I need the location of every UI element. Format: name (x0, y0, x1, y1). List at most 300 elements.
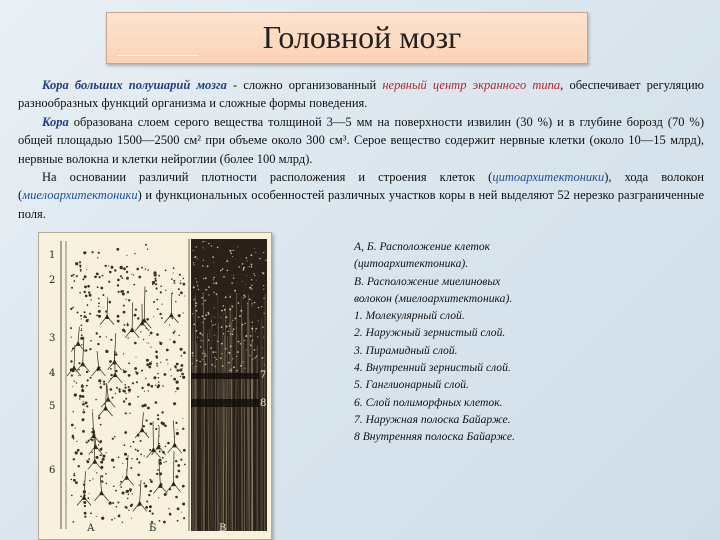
neuron-cell (70, 360, 72, 362)
neuron-cell (79, 395, 82, 398)
myelin-speckle (204, 356, 205, 357)
paragraph-3-text-c: ) и функциональных особенностей различных участков коры в ней выделяют 52 нерезко разграниченные поля. (18, 188, 704, 221)
neuron-cell (162, 385, 164, 387)
neuron-cell (82, 418, 85, 421)
neuron-cell (140, 276, 141, 277)
neuron-cell (144, 485, 147, 488)
neuron-cell (73, 411, 74, 412)
myelin-speckle (253, 273, 254, 274)
myelin-speckle (202, 334, 203, 335)
neuron-cell (124, 330, 126, 332)
neuron-cell (139, 485, 140, 486)
neuron-cell (157, 308, 159, 310)
neuron-cell (164, 462, 165, 463)
neuron-cell (115, 490, 117, 492)
myelin-speckle (210, 347, 212, 349)
neuron-cell (183, 312, 184, 313)
myelin-speckle (226, 320, 227, 321)
neuron-cell (173, 280, 175, 282)
myelin-speckle (211, 364, 213, 366)
column-label-b: Б (149, 523, 157, 534)
neuron-cell (96, 273, 99, 276)
myelin-speckle (196, 330, 198, 332)
neuron-cell (101, 447, 102, 448)
neuron-cell (79, 292, 81, 294)
neuron-cell (127, 291, 129, 293)
neuron-cell (158, 384, 161, 387)
baillarger-stripe (191, 399, 259, 407)
neuron-cell (112, 438, 114, 440)
neuron-cell (70, 308, 72, 310)
myelin-speckle (251, 303, 252, 304)
neuron-cell (124, 453, 127, 456)
myelin-speckle (202, 340, 203, 341)
neuron-cell (120, 290, 123, 293)
neuron-cell (98, 302, 100, 304)
neuron-cell (110, 339, 112, 341)
neuron-cell (157, 418, 159, 420)
myelin-speckle (249, 266, 250, 267)
term-kora: Кора (42, 114, 69, 129)
neuron-cell (178, 470, 181, 473)
neuron-cell (170, 339, 171, 340)
myelin-speckle (221, 326, 223, 328)
myelin-speckle (230, 333, 231, 334)
myelin-speckle (261, 306, 262, 307)
neuron-cell (125, 506, 127, 508)
neuron-cell (128, 374, 131, 377)
legend-line: 2. Наружный зернистый слой. (354, 326, 506, 340)
neuron-cell (147, 407, 150, 410)
legend-line: 3. Пирамидный слой. (354, 343, 458, 357)
myelin-speckle (239, 266, 240, 267)
myelin-speckle (223, 276, 225, 278)
myelin-speckle (193, 264, 194, 265)
neuron-cell (90, 377, 92, 379)
neuron-cell (150, 490, 152, 492)
neuron-cell (97, 257, 98, 258)
myelin-speckle (193, 286, 195, 288)
neuron-cell (92, 478, 93, 479)
neuron-cell (133, 441, 135, 443)
neuron-cell (175, 422, 177, 424)
neuron-cell (89, 493, 90, 494)
myelin-speckle (237, 351, 239, 353)
neuron-cell (135, 449, 137, 451)
myelin-speckle (230, 296, 231, 297)
neuron-cell (141, 387, 143, 389)
myelin-speckle (249, 299, 251, 301)
neuron-cell (72, 436, 75, 439)
myelin-speckle (240, 343, 242, 345)
myelin-speckle (223, 333, 224, 334)
neuron-cell (136, 458, 138, 460)
neuron-cell (80, 452, 83, 455)
neuron-cell (184, 296, 185, 297)
neuron-cell (180, 282, 182, 284)
neuron-cell (159, 520, 161, 522)
pyramidal-neuron (95, 475, 109, 501)
paragraph-1 (18, 76, 704, 113)
baillarger-stripe (191, 373, 259, 379)
neuron-cell (176, 387, 179, 390)
neuron-cell (99, 276, 101, 278)
pyramidal-neuron (92, 351, 106, 376)
neuron-cell (117, 502, 119, 504)
myelin-speckle (255, 252, 256, 253)
myelin-speckle (226, 326, 228, 328)
myelin-speckle (242, 263, 244, 265)
neuron-cell (96, 456, 99, 459)
neuron-cell (87, 379, 89, 381)
neuron-cell (177, 464, 180, 467)
neuron-cell (179, 369, 182, 372)
myelin-speckle (204, 300, 206, 302)
neuron-cell (153, 316, 154, 317)
neuron-cell (95, 399, 97, 401)
neuron-cell (78, 362, 80, 364)
neuron-cell (71, 374, 73, 376)
myelin-speckle (196, 360, 198, 362)
neuron-cell (128, 299, 130, 301)
pyramidal-neuron (168, 421, 182, 453)
neuron-cell (117, 284, 119, 286)
myelin-speckle (230, 370, 231, 371)
neuron-cell (89, 480, 90, 481)
neuron-cell (116, 352, 117, 353)
neuron-cell (171, 278, 173, 280)
neuron-cell (123, 370, 126, 373)
neuron-cell (122, 477, 123, 478)
neuron-cell (110, 374, 112, 376)
neuron-cell (88, 497, 90, 499)
neuron-cell (102, 458, 105, 461)
neuron-cell (155, 401, 158, 404)
myelin-speckle (229, 250, 231, 252)
myelin-speckle (222, 305, 224, 307)
neuron-cell (74, 473, 75, 474)
myelin-speckle (213, 277, 215, 279)
myelin-speckle (212, 256, 214, 258)
neuron-cell (128, 403, 131, 406)
neuron-cell (88, 291, 90, 293)
neuron-cell (154, 274, 157, 277)
neuron-cell (112, 502, 114, 504)
neuron-cell (158, 275, 160, 277)
myelin-speckle (208, 294, 209, 295)
neuron-cell (76, 275, 78, 277)
myelin-speckle (251, 279, 252, 280)
myelin-speckle (203, 260, 204, 261)
neuron-cell (110, 368, 112, 370)
neuron-cell (129, 413, 130, 414)
myelin-speckle (196, 310, 198, 312)
neuron-cell (110, 388, 113, 391)
neuron-cell (126, 255, 127, 256)
neuron-cell (154, 278, 156, 280)
neuron-cell (130, 446, 132, 448)
neuron-cell (159, 342, 162, 345)
neuron-cell (89, 294, 92, 297)
myelin-speckle (193, 324, 195, 326)
neuron-cell (162, 304, 163, 305)
neuron-cell (117, 279, 120, 282)
myelin-speckle (200, 346, 201, 347)
myelin-speckle (243, 269, 244, 270)
neuron-cell (81, 328, 82, 329)
neuron-cell (182, 418, 183, 419)
neuron-cell (155, 355, 158, 358)
neuron-cell (168, 508, 169, 509)
neuron-cell (175, 403, 177, 405)
myelin-speckle (202, 241, 203, 242)
neuron-cell (98, 310, 101, 313)
neuron-cell (84, 275, 87, 278)
neuron-cell (150, 423, 153, 426)
neuron-cell (80, 271, 81, 272)
myelin-speckle (263, 285, 264, 286)
neuron-cell (73, 458, 75, 460)
myelin-speckle (256, 356, 257, 357)
neuron-cell (175, 475, 178, 478)
neuron-cell (182, 368, 183, 369)
myelin-speckle (225, 348, 227, 350)
neuron-cell (105, 473, 107, 475)
neuron-cell (126, 271, 128, 273)
neuron-cell (112, 397, 114, 399)
neuron-cell (85, 441, 87, 443)
neuron-cell (96, 332, 98, 334)
myelin-speckle (208, 286, 210, 288)
neuron-cell (102, 294, 104, 296)
neuron-cell (100, 424, 102, 426)
myelin-speckle (217, 247, 219, 249)
neuron-cell (175, 301, 176, 302)
neuron-cell (166, 349, 169, 352)
neuron-cell (71, 479, 73, 481)
neuron-cell (73, 274, 75, 276)
neuron-cell (156, 287, 158, 289)
myelin-speckle (229, 370, 230, 371)
myelin-speckle (213, 283, 214, 284)
neuron-cell (91, 299, 92, 300)
neuron-cell (146, 363, 149, 366)
neuron-cell (82, 403, 85, 406)
neuron-cell (181, 512, 182, 513)
myelin-speckle (205, 363, 207, 365)
neuron-cell (115, 353, 118, 356)
legend-line: 6. Слой полиморфных клеток. (354, 395, 503, 409)
myelin-speckle (247, 303, 248, 304)
neuron-cell (140, 331, 141, 332)
neuron-cell (143, 339, 144, 340)
neuron-cell (144, 404, 147, 407)
neuron-cell (155, 280, 157, 282)
neuron-cell (132, 493, 133, 494)
neuron-cell (181, 355, 183, 357)
neuron-cell (132, 382, 134, 384)
neuron-cell (148, 366, 151, 369)
neuron-cell (74, 280, 76, 282)
neuron-cell (176, 363, 179, 366)
neuron-cell (160, 291, 162, 293)
neuron-cell (78, 375, 79, 376)
myelin-speckle (202, 316, 204, 318)
neuron-cell (134, 367, 137, 370)
neuron-cell (127, 337, 128, 338)
myelin-speckle (263, 289, 264, 290)
layer-number-2: 2 (49, 275, 56, 286)
neuron-cell (149, 510, 151, 512)
pyramidal-neuron (135, 304, 149, 331)
neuron-cell (77, 312, 79, 314)
neuron-cell (109, 502, 112, 505)
neuron-cell (144, 391, 145, 392)
neuron-cell (184, 464, 186, 466)
myelin-speckle (265, 260, 266, 261)
neuron-cell (145, 244, 147, 246)
neuron-cell (91, 439, 93, 441)
neuron-cell (71, 287, 73, 289)
neuron-cell (179, 335, 180, 336)
neuron-cell (79, 398, 80, 399)
neuron-cell (98, 252, 100, 254)
neuron-cell (120, 486, 122, 488)
neuron-cell (182, 485, 185, 488)
neuron-cell (83, 401, 84, 402)
myelin-speckle (258, 307, 259, 308)
neuron-cell (97, 286, 99, 288)
neuron-cell (183, 449, 186, 452)
neuron-cell (156, 363, 158, 365)
neuron-cell (155, 428, 157, 430)
neuron-cell (134, 342, 137, 345)
neuron-cell (81, 318, 82, 319)
neuron-cell (128, 494, 130, 496)
myelin-speckle (254, 349, 256, 351)
column-label-a: А (87, 523, 95, 534)
myelin-speckle (251, 285, 252, 286)
neuron-cell (100, 454, 102, 456)
neuron-cell (122, 492, 125, 495)
neuron-cell (167, 442, 170, 445)
neuron-cell (163, 521, 166, 524)
neuron-cell (177, 429, 178, 430)
neuron-cell (141, 267, 143, 269)
myelin-speckle (221, 310, 223, 312)
myelin-speckle (236, 370, 237, 371)
neuron-cell (82, 278, 84, 280)
neuron-cell (165, 270, 167, 272)
myelin-speckle (196, 281, 197, 282)
neuron-cell (164, 373, 167, 376)
legend-line: (цитоархитектоника). (354, 257, 469, 271)
term-cytoarchitectonics: цитоархитектоники (492, 170, 605, 185)
myelin-speckle (263, 298, 264, 299)
neuron-cell (157, 414, 159, 416)
neuron-cell (79, 265, 81, 267)
neuron-cell (71, 424, 74, 427)
myelin-speckle (250, 344, 252, 346)
neuron-cell (169, 324, 170, 325)
neuron-cell (84, 311, 86, 313)
myelin-speckle (216, 359, 217, 360)
myelin-speckle (233, 366, 235, 368)
neuron-cell (116, 248, 119, 251)
neuron-cell (130, 504, 133, 507)
neuron-cell (100, 440, 103, 443)
neuron-cell (127, 323, 128, 324)
pyramidal-neuron (77, 471, 91, 505)
myelin-speckle (221, 343, 223, 345)
neuron-cell (113, 486, 115, 488)
myelin-speckle (254, 275, 255, 276)
neuron-cell (178, 288, 180, 290)
neuron-cell (125, 492, 126, 493)
myelin-speckle (202, 322, 203, 323)
myelin-speckle (192, 313, 193, 314)
myelin-speckle (199, 332, 201, 334)
neuron-cell (108, 265, 109, 266)
myelin-speckle (201, 297, 203, 299)
myelin-speckle (203, 293, 204, 294)
neuron-cell (80, 315, 82, 317)
neuron-cell (127, 324, 129, 326)
neuron-cell (96, 315, 98, 317)
neuron-cell (160, 285, 162, 287)
cortex-layers-figure (38, 232, 272, 540)
neuron-cell (76, 441, 77, 442)
neuron-cell (137, 450, 139, 452)
myelin-speckle (232, 331, 233, 332)
page-title: Головной мозг (262, 19, 462, 55)
myelin-speckle (239, 315, 241, 317)
neuron-cell (84, 315, 86, 317)
neuron-cell (109, 271, 112, 274)
myelin-speckle (251, 264, 253, 266)
neuron-cell (100, 383, 101, 384)
neuron-cell (179, 294, 181, 296)
neuron-cell (159, 443, 160, 444)
legend-line: 8 Внутренняя полоска Байарже. (354, 430, 515, 444)
pyramidal-neuron (137, 286, 151, 328)
neuron-cell (87, 460, 90, 463)
paragraph-2 (18, 113, 704, 168)
myelin-speckle (222, 365, 224, 367)
neuron-cell (86, 405, 88, 407)
neuron-cell (77, 449, 80, 452)
myelin-speckle (207, 265, 209, 267)
myelin-speckle (205, 355, 206, 356)
highlight-nerve-center: нервный центр экранного типа (382, 78, 561, 92)
neuron-cell (111, 459, 114, 462)
neuron-cell (134, 253, 135, 254)
neuron-cell (149, 362, 152, 365)
myelin-speckle (228, 331, 229, 332)
paragraph-1-text-b: , обеспечивает регуляцию разнообразных функций организма и сложные формы поведения. (18, 78, 704, 111)
neuron-cell (84, 291, 86, 293)
neuron-cell (103, 381, 105, 383)
neuron-cell (157, 373, 159, 375)
myelin-speckle (241, 363, 242, 364)
layer-number-3: 3 (49, 333, 56, 344)
myelin-speckle (251, 266, 253, 268)
myelin-speckle (257, 336, 258, 337)
myelin-speckle (228, 352, 230, 354)
myelin-speckle (225, 316, 227, 318)
neuron-cell (164, 493, 167, 496)
neuron-cell (86, 269, 87, 270)
